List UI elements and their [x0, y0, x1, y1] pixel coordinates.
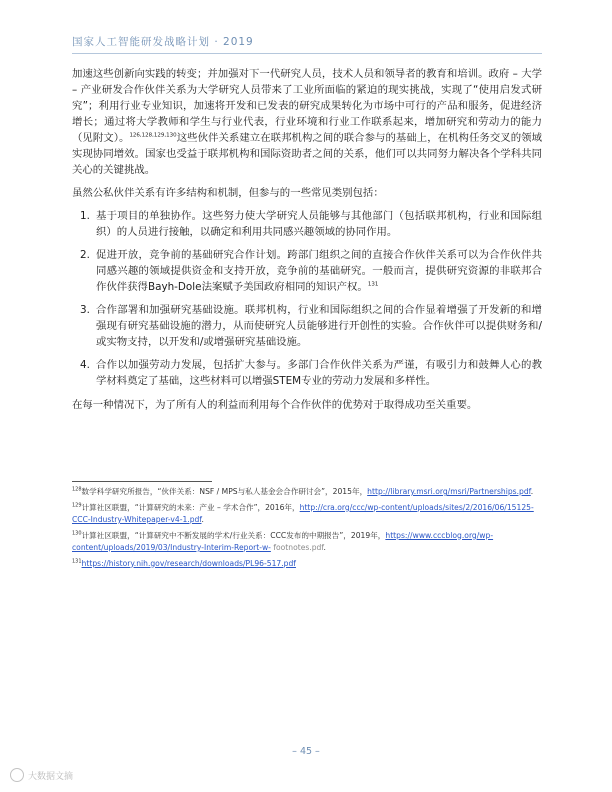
footnote-link[interactable]: http://cra.org/ccc/wp-content/uploads/sites/2/2016/06/15125-CCC-Industry-Whitepaper-v4-1.pdf [72, 502, 534, 524]
watermark [10, 768, 73, 782]
footnote-number: 131 [72, 557, 82, 564]
watermark-text: 大数据文摘 [28, 771, 74, 782]
footnote-text: 计算社区联盟，“计算研究中不断发展的学术/行业关系：CCC发布的中期报告”，2019年， [81, 530, 386, 540]
footnote [72, 502, 552, 527]
page-number: – 45 – [292, 746, 320, 757]
footnote-ref[interactable]: 131 [367, 281, 379, 288]
list-item [72, 208, 542, 240]
list-item [72, 247, 542, 295]
list-item-text: 合作部署和加强研究基础设施。联邦机构，行业和国际组织之间的合作显着增强了开发新的和增强现有研究基础设施的潜力，从而使研究人员能够进行开创性的实验。合作伙伴可以提供财务和/或实物支持，以开发和/或增强研究基础设施。 [96, 304, 542, 348]
footnote-number: 129 [72, 501, 82, 508]
footnote [72, 530, 552, 555]
wechat-logo-icon [10, 768, 24, 782]
footnote-tail: . [201, 515, 204, 524]
list-item-text: 促进开放，竞争前的基础研究合作计划。跨部门组织之间的直接合作伙伴关系可以为合作伙伴共同感兴趣的领域提供资金和支持开放，竞争前的基础研究。一般而言，提供研究资源的非联邦合作伙伴获得Bayh-Dole法案赋予美国政府相同的知识产权。 [96, 249, 542, 293]
list-item [72, 357, 542, 389]
paragraph-3: 在每一种情况下，为了所有人的利益而利用每个合作伙伴的优势对于取得成功至关重要。 [72, 399, 478, 411]
list-item-text: 合作以加强劳动力发展，包括扩大参与。多部门合作伙伴关系为严谨，有吸引力和鼓舞人心的教学材料奠定了基础，这些材料可以增强STEM专业的劳动力发展和多样性。 [96, 359, 542, 387]
list-item-text: 基于项目的单独协作。这些努力使大学研究人员能够与其他部门（包括联邦机构，行业和国际组织）的人员进行接触，以确定和利用共同感兴趣领域的协同作用。 [96, 210, 542, 238]
paragraph-1 [72, 66, 542, 178]
running-header: 国家人工智能研发战略计划 · 2019 [72, 34, 542, 54]
list-item-number: 1. [80, 210, 90, 222]
paragraph-1-tail: 这些伙伴关系建立在联邦机构之间的联合参与的基础上，在机构任务交叉的领域实现协同增效。国家也受益于联邦机构和国际资助者之间的关系，他们可以共同努力解决各个学科共同关心的关键挑战。 [72, 132, 542, 176]
footnote-number: 130 [72, 529, 82, 536]
footnote [72, 558, 552, 571]
footnote-number: 128 [72, 486, 82, 493]
footnote-tail: . [323, 543, 326, 552]
footnote-divider [72, 481, 212, 482]
list-item-number: 3. [80, 304, 90, 316]
footnote-refs[interactable]: 126,128,129,130 [129, 132, 177, 139]
footnote [72, 486, 552, 499]
list-item-number: 2. [80, 249, 90, 261]
footnote-text: 计算社区联盟，“计算研究的未来：产业 – 学术合作”，2016年， [81, 502, 300, 512]
main-body [72, 66, 542, 420]
footnote-link[interactable]: https://history.nih.gov/research/downloads/PL96-517.pdf [81, 558, 296, 568]
paragraph-1-text: 加速这些创新向实践的转变；并加强对下一代研究人员，技术人员和领导者的教育和培训。政府 – 大学 – 产业研发合作伙伴关系为大学研究人员带来了工业所面临的紧迫的现实挑战，实现了“使用启发式研究”；利用行业专业知识，加速将开发和已发表的研究成果转化为市场中可行的产品和服务，促进经济增长；通过将大学教师和学生与行业代表，行业环境和行业工作联系起来，增加研究和劳动力的能力（见附文）。 [72, 68, 542, 144]
footnote-link[interactable]: https://www.cccblog.org/wp-content/uploads/2019/03/Industry-Interim-Report-w- [72, 530, 494, 552]
partnership-list [72, 208, 542, 389]
paragraph-2: 虽然公私伙伴关系有许多结构和机制，但参与的一些常见类别包括： [72, 187, 384, 199]
footnotes [72, 486, 552, 573]
footnote-link[interactable]: http://library.msri.org/msri/Partnerships.pdf [367, 487, 531, 496]
list-item-number: 4. [80, 359, 90, 371]
list-item [72, 302, 542, 350]
footnote-tail: . [530, 487, 534, 496]
footnote-link-tail[interactable]: footnotes.pdf [273, 543, 324, 552]
footnote-text: 数学科学研究所报告，“伙伴关系：NSF / MPS与私人基金会合作研讨会”，2015年， [81, 487, 368, 496]
